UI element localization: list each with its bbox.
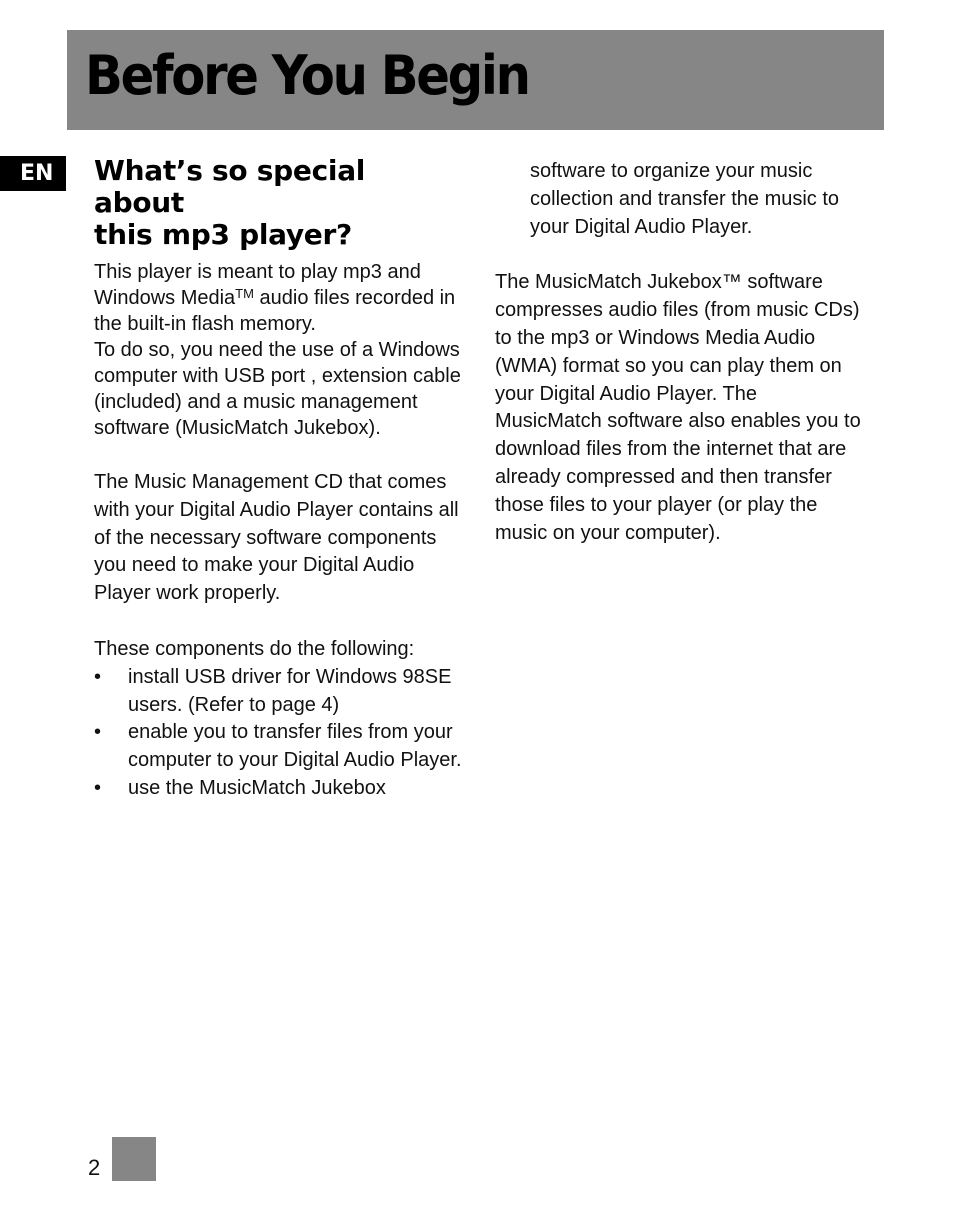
intro-text-part2: audio files recorded in the built-in flash memory. xyxy=(94,287,456,335)
jukebox-paragraph: The MusicMatch Jukebox™ software compresses audio files (from music CDs) to the mp3 or Windows Media Audio (WMA) format so you can play them on your Digital Audio Player. The MusicMatch software also enables you to download files from the internet that are already compressed and then transfer those files to your player (or play the music on your computer). xyxy=(495,271,861,544)
components-list xyxy=(94,664,464,803)
bullet-dot: • xyxy=(94,665,102,688)
right-column xyxy=(495,158,865,547)
language-tab: EN xyxy=(0,156,66,191)
components-intro: These components do the following: xyxy=(94,637,415,660)
list-item xyxy=(94,719,464,775)
list-item-text: install USB driver for Windows 98SE users. (Refer to page 4) xyxy=(128,665,452,716)
left-column xyxy=(94,155,464,803)
list-item xyxy=(94,664,464,720)
list-item xyxy=(94,775,464,803)
section-heading xyxy=(94,155,464,251)
cd-paragraph: The Music Management CD that comes with your Digital Audio Player contains all of the necessary software components you need to make your Digital Audio Player work properly. xyxy=(94,471,459,605)
bullet-continuation: software to organize your music collection and transfer the music to your Digital Audio Player. xyxy=(530,160,840,238)
trademark-superscript: TM xyxy=(235,286,254,301)
section-heading-line1: What’s so special about xyxy=(94,154,366,219)
intro-text-part1: This player is meant to play mp3 and Windows Media xyxy=(94,261,421,309)
section-heading-line2: this mp3 player? xyxy=(94,218,352,251)
list-item-text: enable you to transfer files from your computer to your Digital Audio Player. xyxy=(128,721,462,772)
requirements-paragraph: To do so, you need the use of a Windows computer with USB port , extension cable (included) and a music management software (MusicMatch Jukebox). xyxy=(94,339,461,439)
title-banner xyxy=(67,30,884,130)
bullet-dot: • xyxy=(94,776,102,799)
list-item-text: use the MusicMatch Jukebox xyxy=(128,776,386,799)
page-number: 2 xyxy=(88,1155,101,1180)
intro-paragraph xyxy=(94,259,464,337)
bullet-dot: • xyxy=(94,721,102,744)
footer-marker xyxy=(112,1137,156,1181)
page-title: Before You Begin xyxy=(85,44,529,107)
